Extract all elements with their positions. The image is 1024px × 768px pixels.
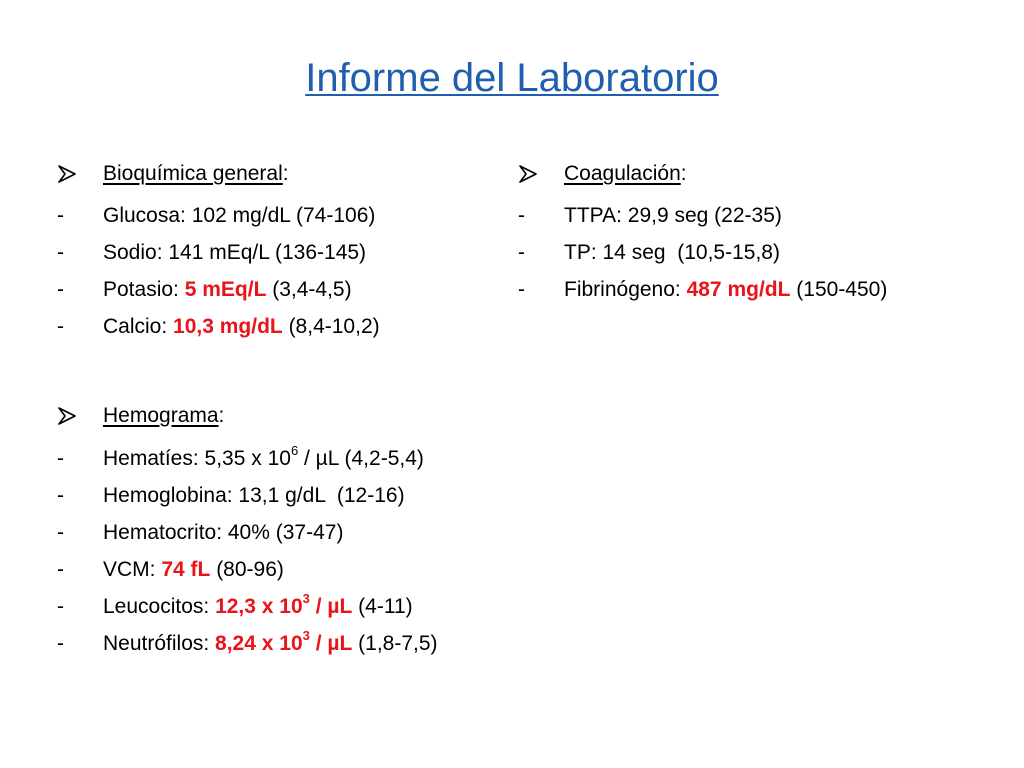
fibrinogeno-range: (150-450) [790,278,888,301]
calcio-range: (8,4-10,2) [282,315,380,338]
list-item-sodio [57,234,477,271]
dash-marker: - [57,558,64,581]
dash-marker: - [57,447,64,470]
hemograma-heading: Hemograma: [57,397,577,435]
page-title: Informe del Laboratorio [305,56,719,100]
list-item-leucocitos [57,588,577,625]
dash-marker: - [518,204,525,227]
list-item-vcm [57,551,577,588]
hemograma-section [57,397,577,662]
list-item-neutrofilos [57,625,577,662]
coagulacion-section [518,155,998,308]
list-item-fibrinogeno [518,271,998,308]
list-item-hemoglobina [57,477,577,514]
calcio-value: 10,3 mg/dL [173,315,283,338]
hemograma-heading-label: Hemograma [103,404,219,427]
arrow-bullet-icon [57,155,79,193]
list-item-glucosa [57,197,477,234]
hematies-pre: Hematíes: 5,35 x 10 [103,447,291,470]
potasio-value: 5 mEq/L [184,278,267,301]
potasio-label: Potasio: [103,278,185,301]
neutrofilos-label: Neutrófilos: [103,632,216,655]
sodio-text: Sodio: 141 mEq/L (136-145) [103,241,367,264]
calcio-label: Calcio: [103,315,174,338]
leucocitos-value: 12,3 x $10^3$ / µL [215,591,353,618]
hemoglobina-text: Hemoglobina: 13,1 g/dL (12-16) [103,484,405,507]
list-item-tp [518,234,998,271]
glucosa-text: Glucosa: 102 mg/dL (74-106) [103,204,376,227]
neutrofilos-value: 8,24 x $10^3$ / µL [215,628,353,655]
hematocrito-text: Hematocrito: 40% (37-47) [103,521,344,544]
neutrofilos-range: (1,8-7,5) [352,632,438,655]
list-item-hematies [57,440,577,477]
bioquimica-heading-label: Bioquímica general [103,162,283,185]
ttpa-text: TTPA: 29,9 seg (22-35) [564,204,782,227]
arrow-bullet-icon [518,155,540,193]
arrow-bullet-icon [57,397,79,435]
leucocitos-exponent: 3 [302,591,310,606]
fibrinogeno-value: 487 mg/dL [686,278,791,301]
dash-marker: - [57,315,64,338]
leucocitos-range: (4-11) [352,595,413,618]
dash-marker: - [57,241,64,264]
bioquimica-section [57,155,477,345]
vcm-range: (80-96) [210,558,284,581]
coagulacion-heading-label: Coagulación [564,162,681,185]
dash-marker: - [518,278,525,301]
list-item-calcio [57,308,477,345]
bioquimica-heading: Bioquímica general: [57,155,477,193]
tp-text: TP: 14 seg (10,5-15,8) [564,241,780,264]
dash-marker: - [518,241,525,264]
dash-marker: - [57,632,64,655]
dash-marker: - [57,484,64,507]
list-item-ttpa [518,197,998,234]
hematies-post: / µL (4,2-5,4) [298,447,424,470]
dash-marker: - [57,204,64,227]
list-item-potasio [57,271,477,308]
list-item-hematocrito [57,514,577,551]
hematies-exponent: 6 [290,443,299,458]
potasio-range: (3,4-4,5) [266,278,352,301]
dash-marker: - [57,521,64,544]
vcm-label: VCM: [103,558,162,581]
coagulacion-heading: Coagulación: [518,155,998,193]
dash-marker: - [57,278,64,301]
fibrinogeno-label: Fibrinógeno: [564,278,687,301]
dash-marker: - [57,595,64,618]
vcm-value: 74 fL [161,558,211,581]
leucocitos-label: Leucocitos: [103,595,216,618]
neutrofilos-exponent: 3 [302,628,310,643]
